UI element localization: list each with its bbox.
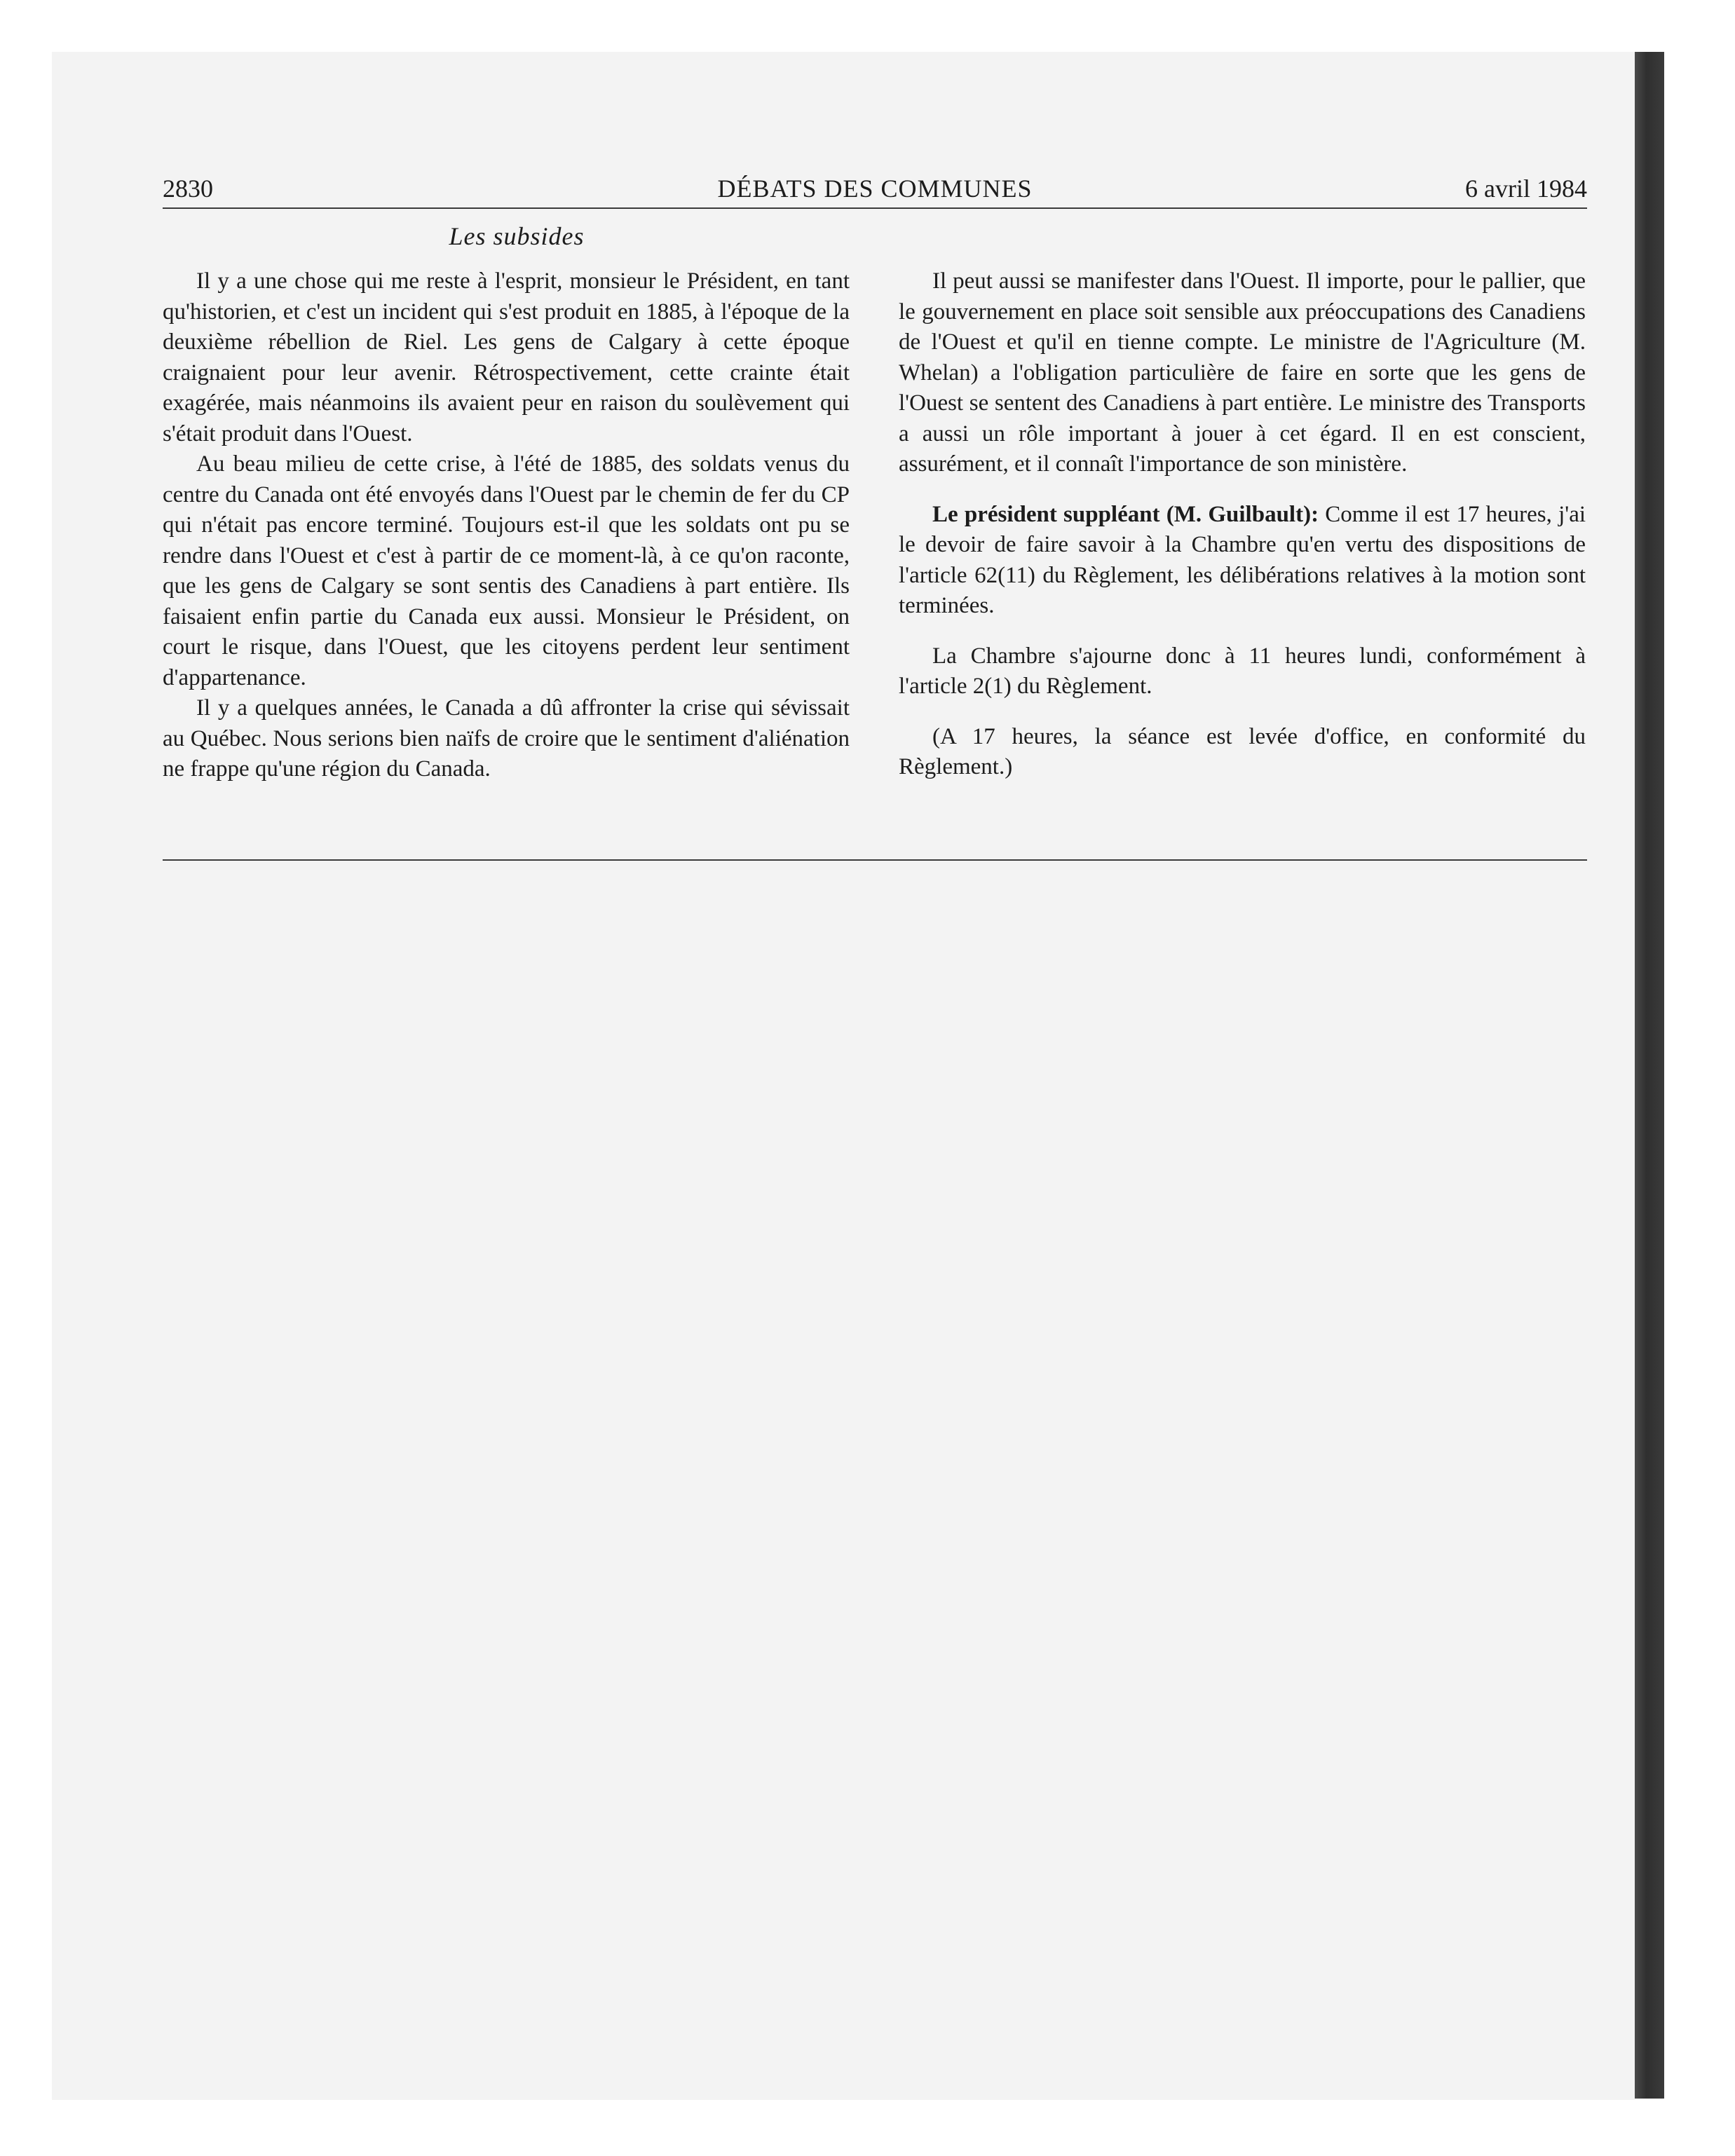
paragraph: Au beau milieu de cette crise, à l'été de 1885, des soldats venus du centre du Canada ont été envoyés dans l'Ouest par le chemin de fer du CP qui n'était pas encore terminé. Toujours est-il que les soldats ont pu se rendre dans l'Ouest et c'est à partir de ce moment-là, à ce qu'on raconte, que les gens de Calgary se sont sentis des Canadiens à part entière. Ils faisaient enfin partie du Canada eux aussi. Monsieur le Président, on court le risque, dans l'Ouest, que les citoyens perdent leur sentiment d'appartenance. bbox=[163, 451, 850, 690]
paragraph: (A 17 heures, la séance est levée d'office, en conformité du Règlement.) bbox=[899, 723, 1586, 779]
paragraph: Il y a une chose qui me reste à l'esprit, monsieur le Président, en tant qu'historien, et c'est un incident qui s'est produit en 1885, à l'époque de la deuxième rébellion de Riel. Les gens de Calgary à cette époque craignaient pour leur avenir. Rétrospectivement, cette crainte était exagérée, mais néanmoins ils avaient peur en raison du soulèvement qui s'était produit dans l'Ouest. bbox=[163, 268, 850, 446]
speaker-paragraph bbox=[899, 500, 1586, 622]
section-title: Les subsides bbox=[449, 222, 585, 250]
right-column bbox=[899, 266, 1586, 783]
paragraph: Il peut aussi se manifester dans l'Ouest. Il importe, pour le pallier, que le gouvernement en place soit sensible aux préoccupations des Canadiens de l'Ouest et qu'il en tienne compte. Le ministre de l'Agriculture (M. Whelan) a l'obligation particulière de faire en sorte que les gens de l'Ouest se sentent des Canadiens à part entière. Le ministre des Transports a aussi un rôle important à jouer à cet égard. Il en est conscient, assurément, et il connaît l'importance de son ministère. bbox=[899, 268, 1586, 477]
scan-binding-edge bbox=[1635, 52, 1664, 2099]
paragraph: La Chambre s'ajourne donc à 11 heures lundi, conformément à l'article 2(1) du Règlement. bbox=[899, 643, 1586, 699]
speaker-text: Comme il est 17 heures, j'ai le devoir de faire savoir à la Chambre qu'en vertu des dispositions de l'article 62(11) du Règlement, les délibérations relatives à la motion sont terminées. bbox=[899, 501, 1586, 618]
issue-date: 6 avril 1984 bbox=[1465, 175, 1587, 203]
page-number: 2830 bbox=[163, 175, 213, 203]
speaker-name: Le président suppléant (M. Guilbault): bbox=[932, 501, 1319, 527]
end-rule bbox=[163, 859, 1587, 861]
header-rule bbox=[163, 207, 1587, 209]
paragraph: Il y a quelques années, le Canada a dû affronter la crise qui sévissait au Québec. Nous serions bien naïfs de croire que le sentiment d'aliénation ne frappe qu'une région du Canada. bbox=[163, 695, 850, 782]
journal-title: DÉBATS DES COMMUNES bbox=[717, 175, 1033, 203]
running-head bbox=[163, 168, 1587, 209]
left-column bbox=[163, 266, 850, 785]
